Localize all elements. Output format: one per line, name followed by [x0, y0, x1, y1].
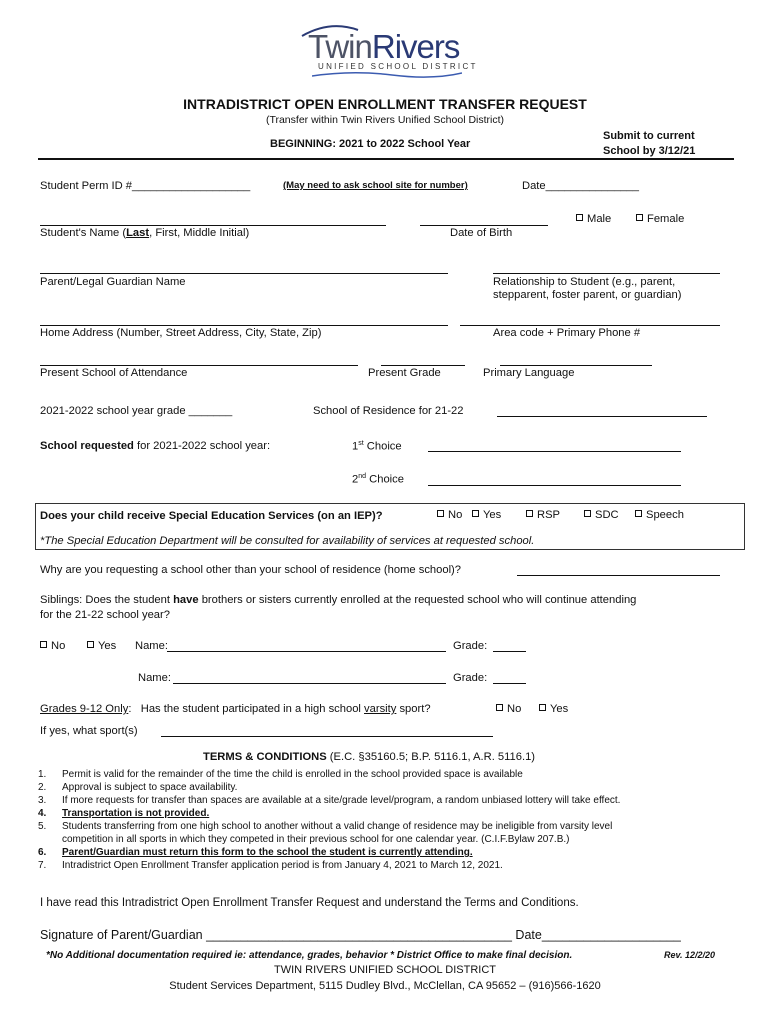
- footer-address: Student Services Department, 5115 Dudley Blvd., McClellan, CA 95652 – (916)566-1620: [169, 980, 601, 992]
- sibling-grade-label-1: Grade:: [453, 640, 488, 652]
- siblings-no-checkbox[interactable]: [40, 641, 47, 648]
- present-grade-label: Present Grade: [368, 367, 441, 379]
- header-divider: [38, 158, 734, 160]
- sped-speech-checkbox[interactable]: [635, 510, 642, 517]
- why-line[interactable]: [517, 575, 720, 576]
- sports-no-option[interactable]: No: [496, 703, 521, 715]
- why-question: Why are you requesting a school other than your school of residence (home school)?: [40, 564, 462, 576]
- submit-deadline: Submit to current School by 3/12/21: [603, 130, 696, 157]
- perm-id-field[interactable]: Student Perm ID #___________________: [40, 180, 251, 192]
- footer-note: *No Additional documentation required ie: attendance, grades, behavior * District Office to make final decision.: [46, 950, 573, 961]
- terms-item: 4. Transportation is not provided.: [38, 808, 210, 819]
- first-choice-label: 1st Choice: [352, 440, 402, 453]
- signature-line[interactable]: Signature of Parent/Guardian ____________________________________________ Date____________________: [40, 928, 681, 942]
- guardian-line[interactable]: [40, 273, 448, 274]
- sports-yes-option[interactable]: Yes: [539, 703, 568, 715]
- sped-sdc-option[interactable]: SDC: [584, 509, 619, 521]
- sped-rsp-checkbox[interactable]: [526, 510, 533, 517]
- female-option[interactable]: Female: [636, 213, 684, 225]
- sibling-name-line-2[interactable]: [173, 683, 446, 684]
- present-school-line[interactable]: [40, 365, 358, 366]
- terms-item: 6. Parent/Guardian must return this form to the school the student is currently attending.: [38, 847, 473, 858]
- terms-item: 3. If more requests for transfer than spaces are available at a site/grade level/program, a random unbiased lottery will take effect.: [38, 795, 621, 806]
- dob-line[interactable]: [420, 225, 548, 226]
- second-choice-line[interactable]: [428, 485, 681, 486]
- present-school-label: Present School of Attendance: [40, 367, 188, 379]
- address-label: Home Address (Number, Street Address, City, State, Zip): [40, 327, 322, 339]
- primary-language-line[interactable]: [500, 365, 652, 366]
- siblings-question-cont: for the 21-22 school year?: [40, 609, 170, 621]
- year-grade-field[interactable]: 2021-2022 school year grade _______: [40, 405, 233, 417]
- terms-item: 5. Students transferring from one high school to another without a valid change of residence may be ineligible from varsity level: [38, 821, 613, 832]
- sibling-grade-label-2: Grade:: [453, 672, 488, 684]
- sports-yes-checkbox[interactable]: [539, 704, 546, 711]
- terms-item: 2. Approval is subject to space availability.: [38, 782, 238, 793]
- siblings-no-option[interactable]: No: [40, 640, 65, 652]
- sports-which-label: If yes, what sport(s): [40, 725, 138, 737]
- present-grade-line[interactable]: [381, 365, 465, 366]
- perm-id-note: (May need to ask school site for number): [283, 180, 468, 191]
- sibling-name-label-2: Name:: [138, 672, 171, 684]
- terms-heading: TERMS & CONDITIONS (E.C. §35160.5; B.P. 5116.1, A.R. 5116.1): [203, 751, 536, 763]
- logo-wordmark: TwinRivers: [308, 28, 460, 65]
- footer-district: TWIN RIVERS UNIFIED SCHOOL DISTRICT: [273, 964, 497, 976]
- female-checkbox[interactable]: [636, 214, 643, 221]
- form-subtitle: (Transfer within Twin Rivers Unified School District): [265, 114, 505, 126]
- sports-which-line[interactable]: [161, 736, 493, 737]
- sped-yes-checkbox[interactable]: [472, 510, 479, 517]
- male-option[interactable]: Male: [576, 213, 611, 225]
- acknowledgement: I have read this Intradistrict Open Enrollment Transfer Request and understand the Terms and Conditions.: [40, 897, 579, 909]
- phone-line[interactable]: [460, 325, 720, 326]
- sped-rsp-option[interactable]: RSP: [526, 509, 560, 521]
- first-choice-line[interactable]: [428, 451, 681, 452]
- logo-wave-icon: [312, 70, 462, 80]
- beginning-year: BEGINNING: 2021 to 2022 School Year: [270, 138, 471, 150]
- guardian-label: Parent/Legal Guardian Name: [40, 276, 186, 288]
- student-name-line[interactable]: [40, 225, 386, 226]
- residence-line[interactable]: [497, 416, 707, 417]
- sped-question: Does your child receive Special Education Services (on an IEP)?: [40, 510, 383, 522]
- phone-label: Area code + Primary Phone #: [493, 327, 641, 339]
- logo-subtitle: UNIFIED SCHOOL DISTRICT: [318, 62, 478, 71]
- siblings-question: Siblings: Does the student have brothers or sisters currently enrolled at the requested school who will continue attending: [40, 594, 637, 606]
- sports-no-checkbox[interactable]: [496, 704, 503, 711]
- school-requested-label: School requested for 2021-2022 school year:: [40, 440, 271, 452]
- residence-label: School of Residence for 21-22: [313, 405, 464, 417]
- sibling-name-line-1[interactable]: [167, 651, 446, 652]
- sped-note: *The Special Education Department will be consulted for availability of services at requested school.: [40, 535, 535, 547]
- sped-speech-option[interactable]: Speech: [635, 509, 684, 521]
- terms-list: [38, 768, 620, 872]
- sped-yes-option[interactable]: Yes: [472, 509, 501, 521]
- terms-item-cont: competition in all sports in which they competed in their previous school for one calendar year. (C.I.F.Bylaw 207.B.): [62, 834, 570, 845]
- sibling-name-label-1: Name:: [135, 640, 168, 652]
- primary-language-label: Primary Language: [483, 367, 575, 379]
- relationship-label: Relationship to Student (e.g., parent, stepparent, foster parent, or guardian): [493, 276, 682, 301]
- terms-item: 7. Intradistrict Open Enrollment Transfer application period is from January 4, 2021 to March 12, 2021.: [38, 860, 503, 871]
- revision: Rev. 12/2/20: [664, 950, 716, 960]
- sped-no-option[interactable]: No: [437, 509, 462, 521]
- date-field[interactable]: Date_______________: [522, 180, 639, 192]
- sibling-grade-line-1[interactable]: [493, 651, 526, 652]
- sped-sdc-checkbox[interactable]: [584, 510, 591, 517]
- siblings-yes-checkbox[interactable]: [87, 641, 94, 648]
- sports-question: Grades 9-12 Only: Has the student participated in a high school varsity sport?: [40, 703, 431, 715]
- student-name-label: Student's Name (Last, First, Middle Initial): [40, 227, 250, 239]
- terms-item: 1. Permit is valid for the remainder of the time the child is enrolled in the school provided space is available: [38, 769, 523, 780]
- male-checkbox[interactable]: [576, 214, 583, 221]
- address-line[interactable]: [40, 325, 448, 326]
- form-title: INTRADISTRICT OPEN ENROLLMENT TRANSFER REQUEST: [183, 96, 587, 112]
- relationship-line[interactable]: [493, 273, 720, 274]
- dob-label: Date of Birth: [450, 227, 513, 239]
- sibling-grade-line-2[interactable]: [493, 683, 526, 684]
- sped-no-checkbox[interactable]: [437, 510, 444, 517]
- siblings-yes-option[interactable]: Yes: [87, 640, 116, 652]
- second-choice-label: 2nd Choice: [352, 473, 404, 486]
